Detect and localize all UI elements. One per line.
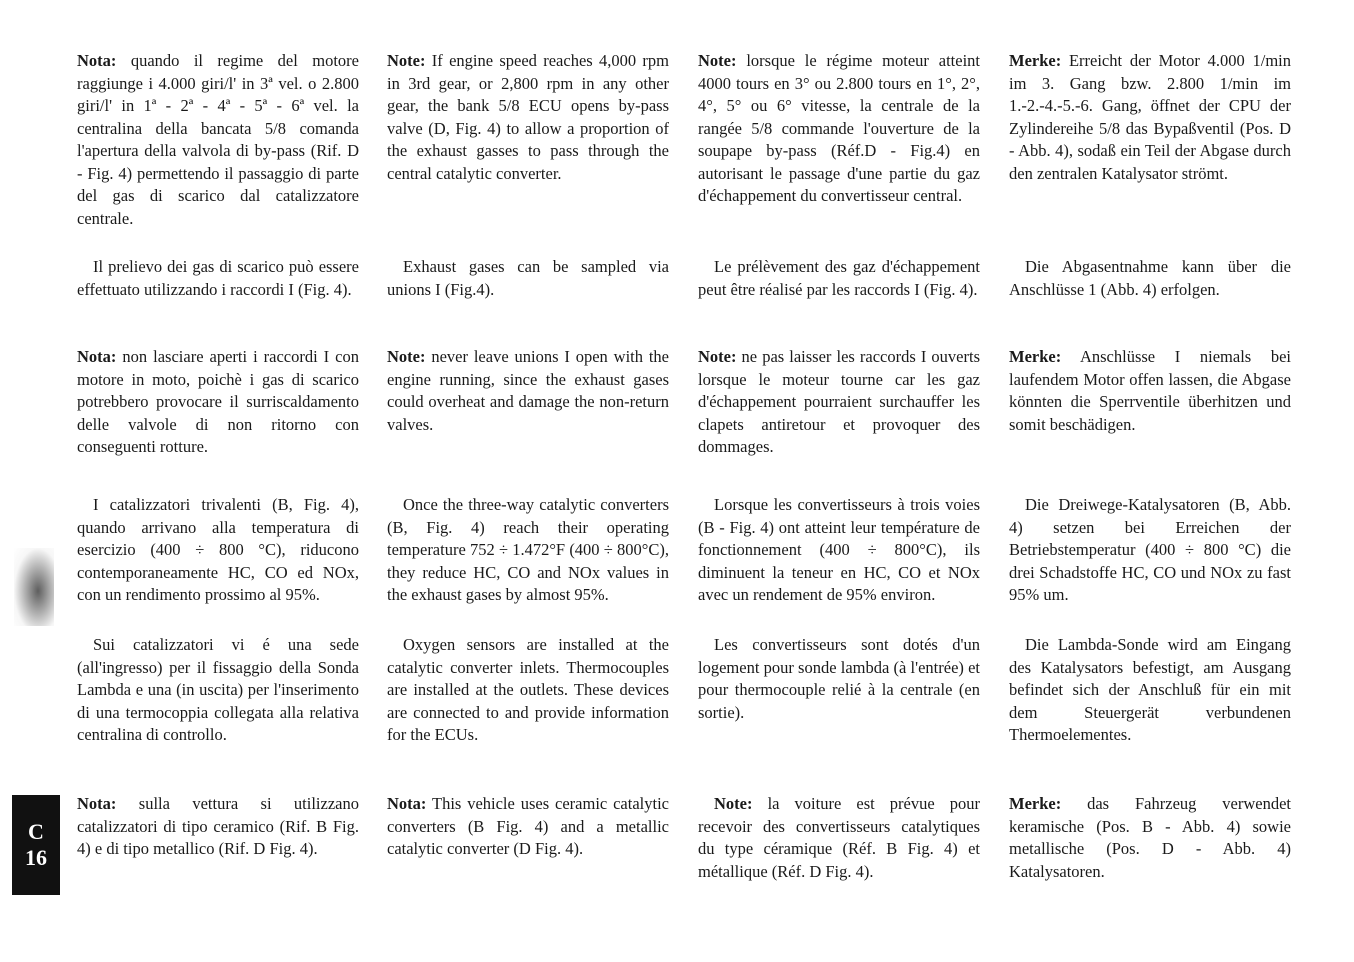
it-note-text: quando il regime del motore raggiunge i 4.000 giri/l' in 3ª vel. o 2.800 giri/l' in 1ª - 2ª - 4ª - 5ª - 6ª vel. la centralina della bancata 5/8 comanda l'apertura della valvola di by-pass (Rif. D - Fig. 4) permettendo il passaggio di parte del gas di scarico dal catalizzatore centrale. xyxy=(77,51,359,228)
de-note-text: Erreicht der Motor 4.000 1/min im 3. Gang bzw. 2.800 1/min im 1.-2.-4.-5.-6. Gang, öffnet der CPU der Zylindereihe 5/8 das Bypaßventil (Pos. D - Abb. 4), sodaß ein Teil der Abgase durch den zentralen Katalysator strömt. xyxy=(1009,51,1291,183)
it-note-text: non lasciare aperti i raccordi I con motore in moto, poichè i gas di scarico potrebbero provocare il surriscaldamento delle valvole di non ritorno con conseguenti rotture. xyxy=(77,347,359,456)
de-three-way: Die Dreiwege-Katalysatoren (B, Abb. 4) setzen bei Erreichen der Betriebstemperatur (400 ÷ 800 °C) die drei Schadstoffe HC, CO und NOx zu fast 95% um. xyxy=(1009,495,1291,604)
en-note-bypass xyxy=(387,50,669,185)
en-note-label: Nota: xyxy=(387,794,427,813)
it-note-types xyxy=(77,793,359,861)
de-note-text: das Fahrzeug verwendet keramische (Pos. B - Abb. 4) sowie metallische (Pos. D - Abb. 4) Katalysatoren. xyxy=(1009,794,1291,881)
it-note-bypass xyxy=(77,50,359,230)
it-note-label: Nota: xyxy=(77,51,117,70)
de-note-label: Merke: xyxy=(1009,794,1062,813)
en-sampling: Exhaust gases can be sampled via unions I (Fig.4). xyxy=(387,257,669,299)
fr-note-text: lorsque le régime moteur atteint 4000 tours en 3° ou 2.800 tours en 1°, 2°, 4°, 5° ou 6° vitesse, la centrale de la rangée 5/8 commande l'ouverture de la soupape by-pass (Réf.D - Fig.4) en autorisant le passage d'une partie du gaz d'échappement du convertisseur central. xyxy=(698,51,980,205)
fr-lambda: Les convertisseurs sont dotés d'un logement pour sonde lambda (à l'entrée) et pour thermocouple relié à la centrale (en sortie). xyxy=(698,635,980,722)
de-note-types xyxy=(1009,793,1291,883)
fr-three-way: Lorsque les convertisseurs à trois voies (B - Fig. 4) ont atteint leur température de fonctionnement (400 ÷ 800°C), ils diminuent la teneur en HC, CO et NOx avec un rendement de 95% environ. xyxy=(698,495,980,604)
en-note-unions xyxy=(387,346,669,436)
fr-note-types xyxy=(698,793,980,883)
en-note-label: Note: xyxy=(387,51,426,70)
it-note-label: Nota: xyxy=(77,347,117,366)
en-three-way: Once the three-way catalytic converters (B, Fig. 4) reach their operating temperature 752 ÷ 1.472°F (400 ÷ 800°C), they reduce HC, CO and NOx values in the exhaust gases by almost 95%. xyxy=(387,495,669,604)
it-three-way: I catalizzatori trivalenti (B, Fig. 4), quando arrivano alla temperatura di esercizio (400 ÷ 800 °C), riducono contemporaneamente HC, CO ed NOx, con un rendimento prossimo al 95%. xyxy=(77,495,359,604)
de-note-label: Merke: xyxy=(1009,51,1062,70)
de-note-bypass xyxy=(1009,50,1291,185)
de-note-label: Merke: xyxy=(1009,347,1062,366)
fr-note-label: Note: xyxy=(714,794,753,813)
en-note-text: never leave unions I open with the engine running, since the exhaust gases could overheat and damage the non-return valves. xyxy=(387,347,669,434)
fr-note-text: ne pas laisser les raccords I ouverts lorsque le moteur tourne car les gaz d'échappement pourraient surchauffer les clapets antiretour et provoquer des dommages. xyxy=(698,347,980,456)
fr-note-bypass xyxy=(698,50,980,208)
it-sampling: Il prelievo dei gas di scarico può essere effettuato utilizzando i raccordi I (Fig. 4). xyxy=(77,257,359,299)
it-lambda: Sui catalizzatori vi é una sede (all'ingresso) per il fissaggio della Sonda Lambda e una (in uscita) per l'inserimento di una termocoppia collegata alla relativa centralina di controllo. xyxy=(77,635,359,744)
fr-sampling: Le prélèvement des gaz d'échappement peut être réalisé par les raccords I (Fig. 4). xyxy=(698,257,980,299)
de-sampling: Die Abgasentnahme kann über die Anschlüsse 1 (Abb. 4) erfolgen. xyxy=(1009,257,1291,299)
en-note-label: Note: xyxy=(387,347,426,366)
en-oxygen: Oxygen sensors are installed at the catalytic converter inlets. Thermocouples are installed at the outlets. These devices are connected to and provide information for the ECUs. xyxy=(387,635,669,744)
en-note-text: This vehicle uses ceramic catalytic converters (B Fig. 4) and a metallic catalytic converter (D Fig. 4). xyxy=(387,794,669,858)
fr-note-text: la voiture est prévue pour recevoir des convertisseurs catalytiques du type céramique (Réf. B Fig. 4) et métallique (Réf. D Fig. 4). xyxy=(698,794,980,881)
en-note-types xyxy=(387,793,669,861)
fr-note-unions xyxy=(698,346,980,459)
de-note-text: Anschlüsse I niemals bei laufendem Motor offen lassen, die Abgase könnten die Sperrventile überhitzen und somit beschädigen. xyxy=(1009,347,1291,434)
scan-smudge xyxy=(14,548,54,626)
it-note-label: Nota: xyxy=(77,794,117,813)
section-letter: C xyxy=(28,819,44,844)
de-lambda: Die Lambda-Sonde wird am Eingang des Katalysators befestigt, am Ausgang befindet sich der Anschluß für ein mit dem Steuergerät verbundenen Thermoelementes. xyxy=(1009,635,1291,744)
page-tab xyxy=(12,795,60,895)
de-note-unions xyxy=(1009,346,1291,436)
fr-note-label: Note: xyxy=(698,347,737,366)
page-number: 16 xyxy=(25,845,47,870)
it-note-unions xyxy=(77,346,359,459)
it-note-text: sulla vettura si utilizzano catalizzatori di tipo ceramico (Rif. B Fig. 4) e di tipo metallico (Rif. D Fig. 4). xyxy=(77,794,359,858)
fr-note-label: Note: xyxy=(698,51,737,70)
en-note-text: If engine speed reaches 4,000 rpm in 3rd gear, or 2,800 rpm in any other gear, the bank 5/8 ECU opens by-pass valve (D, Fig. 4) to allow a proportion of the exhaust gasses to pass through the central catalytic converter. xyxy=(387,51,669,183)
